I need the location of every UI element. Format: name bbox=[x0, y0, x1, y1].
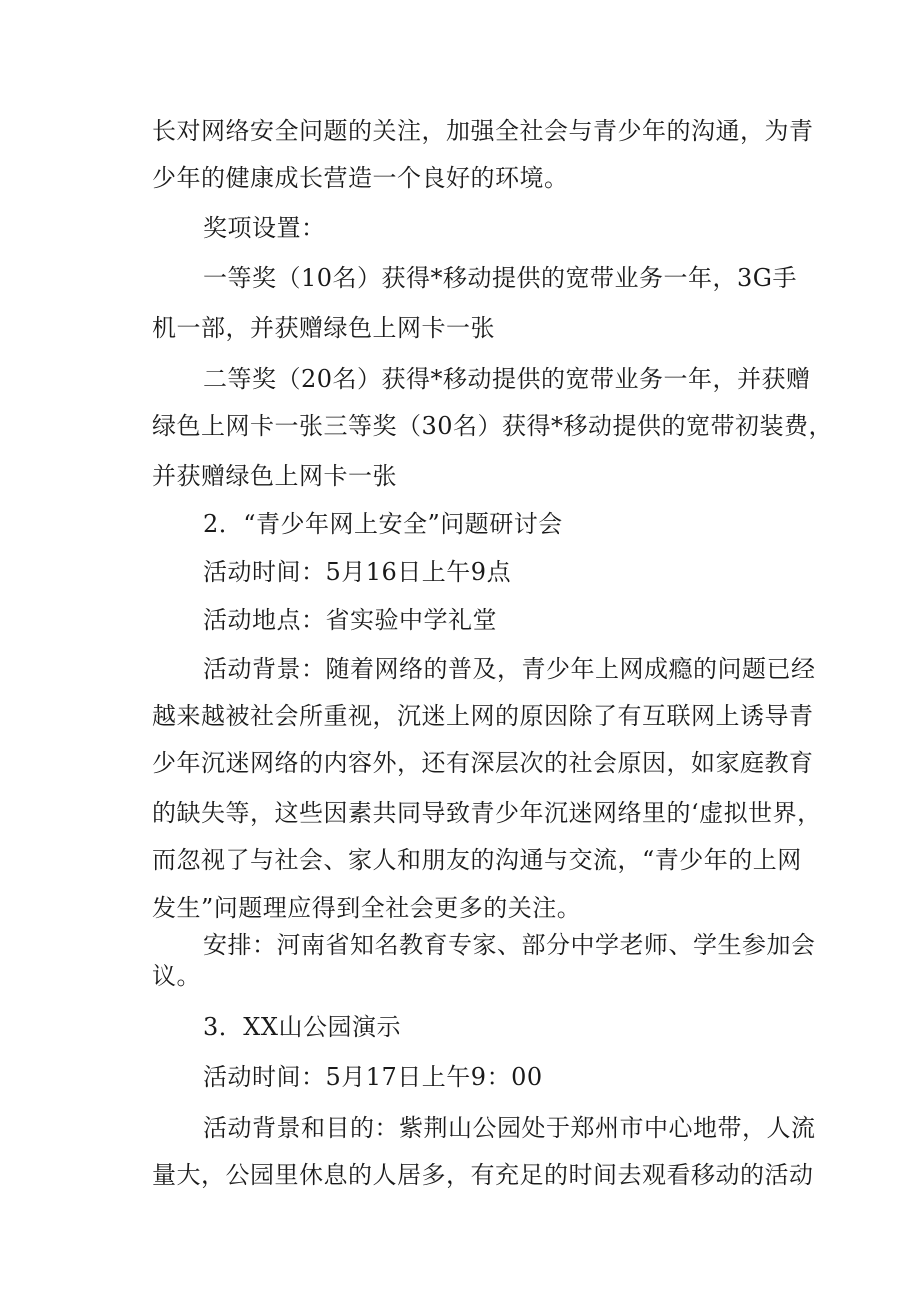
text-line: 活动时间：5月16日上午9点 bbox=[203, 558, 512, 586]
text-line: 的缺失等，这些因素共同导致青少年沉迷网络里的‘虚拟世界， bbox=[152, 799, 822, 827]
text-line: 长对网络安全问题的关注，加强全社会与青少年的沟通，为青 bbox=[152, 117, 814, 145]
text-line: 并获赠绿色上网卡一张 bbox=[152, 462, 397, 490]
text-line: 少年的健康成长营造一个良好的环境。 bbox=[152, 164, 569, 192]
section-heading: 3．XX山公园演示 bbox=[203, 1013, 401, 1041]
section-heading: 2．“青少年网上安全”问题研讨会 bbox=[203, 510, 563, 538]
text-line: 越来越被社会所重视，沉迷上网的原因除了有互联网上诱导青 bbox=[152, 702, 814, 730]
text-line: 活动时间：5月17日上午9：00 bbox=[203, 1063, 543, 1091]
text-line: 而忽视了与社会、家人和朋友的沟通与交流，“青少年的上网 bbox=[152, 846, 802, 874]
text-line: 活动背景：随着网络的普及，青少年上网成瘾的问题已经 bbox=[203, 655, 816, 683]
text-line: 少年沉迷网络的内容外，还有深层次的社会原因，如家庭教育 bbox=[152, 749, 814, 777]
text-line: 议。 bbox=[152, 962, 201, 990]
text-line: 二等奖（20名）获得*移动提供的宽带业务一年，并获赠 bbox=[203, 365, 811, 393]
text-line: 活动背景和目的：紫荆山公园处于郑州市中心地带，人流 bbox=[203, 1114, 816, 1142]
text-line: 奖项设置： bbox=[203, 214, 326, 242]
text-line: 安排：河南省知名教育专家、部分中学老师、学生参加会 bbox=[203, 931, 816, 959]
text-line: 发生”问题理应得到全社会更多的关注。 bbox=[152, 894, 582, 922]
text-line: 绿色上网卡一张三等奖（30名）获得*移动提供的宽带初装费， bbox=[152, 412, 834, 440]
text-line: 机一部，并获赠绿色上网卡一张 bbox=[152, 314, 495, 342]
text-line: 量大，公园里休息的人居多，有充足的时间去观看移动的活动 bbox=[152, 1161, 814, 1189]
text-line: 活动地点：省实验中学礼堂 bbox=[203, 606, 497, 634]
text-line: 一等奖（10名）获得*移动提供的宽带业务一年，3G手 bbox=[203, 264, 797, 292]
